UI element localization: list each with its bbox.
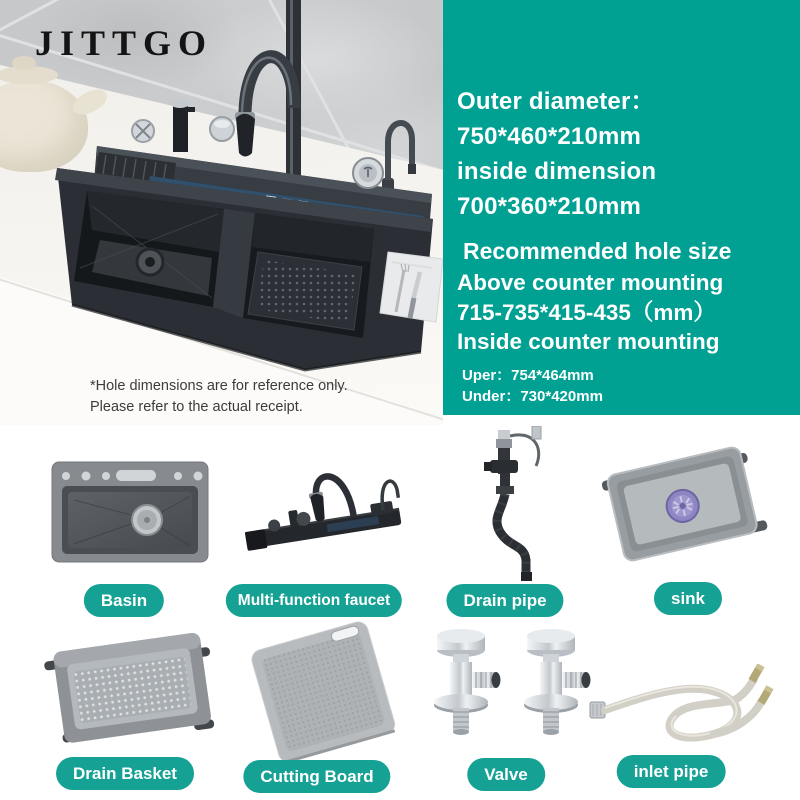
dimension-lines <box>457 84 794 224</box>
basin-label[interactable]: Basin <box>84 584 164 617</box>
drain-pipe-image <box>448 426 568 584</box>
basin-image <box>50 456 210 566</box>
inside-dimension-label: inside dimension <box>457 158 657 185</box>
disclaimer-line1: *Hole dimensions are for reference only. <box>90 378 348 394</box>
hero-photo <box>0 0 443 425</box>
cup-washer-knob-icon <box>132 120 154 142</box>
brand-logo: JITTGO <box>35 23 214 63</box>
above-counter-value: 715-735*415-435（mm） <box>457 299 716 325</box>
spec-panel <box>443 0 800 415</box>
soap-dispenser-icon <box>170 98 195 152</box>
chrome-knob-icon <box>210 117 234 141</box>
under-hole-value: Under：730*420mm <box>462 387 603 405</box>
sink-label[interactable]: sink <box>654 582 722 615</box>
cutting-board-label[interactable]: Cutting Board <box>243 760 390 793</box>
main-faucet-icon <box>235 57 294 157</box>
mounting-lines <box>457 268 794 357</box>
valve-image <box>421 626 591 762</box>
drain-basket-label[interactable]: Drain Basket <box>56 757 194 790</box>
upper-hole-value: Uper：754*464mm <box>462 366 594 384</box>
drain-pipe-label[interactable]: Drain pipe <box>446 584 563 617</box>
inside-counter-label: Inside counter mounting <box>457 329 720 354</box>
drain-basket-image <box>36 612 226 760</box>
multi-function-faucet-label[interactable]: Multi-function faucet <box>226 584 402 617</box>
cutlery-napkin <box>380 252 443 322</box>
disclaimer-note <box>90 376 348 418</box>
hole-detail-lines <box>462 365 794 407</box>
dial-knob-icon <box>353 158 383 188</box>
inlet-pipe-image <box>586 664 776 760</box>
above-counter-label: Above counter mounting <box>457 270 724 295</box>
cutting-board-image <box>228 618 418 764</box>
inside-dimension-value: 700*360*210mm <box>457 193 642 220</box>
hole-size-heading: Recommended hole size <box>463 238 732 264</box>
sink-tray-image <box>592 438 772 568</box>
valve-label[interactable]: Valve <box>467 758 545 791</box>
disclaimer-line2: Please refer to the actual receipt. <box>90 399 303 416</box>
inlet-pipe-label[interactable]: inlet pipe <box>617 755 726 788</box>
multi-function-faucet-image <box>236 448 406 568</box>
valve-left <box>434 629 501 735</box>
outer-diameter-value: 750*460*210mm <box>457 123 642 150</box>
valve-right <box>524 629 591 735</box>
outer-diameter-label: Outer diameter： <box>457 88 655 115</box>
